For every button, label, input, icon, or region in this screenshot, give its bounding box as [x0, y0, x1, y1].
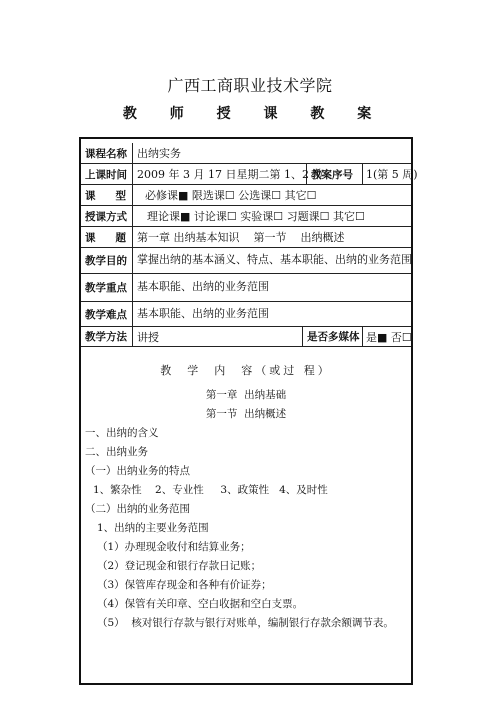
content-line: 一、出纳的含义	[85, 427, 159, 439]
plan-no-label: 教案序号	[307, 164, 363, 184]
objective-label: 教学目的	[81, 248, 133, 273]
plan-no-value: 1(第 5 周)	[366, 168, 418, 181]
row-method	[81, 327, 411, 347]
row-course-type	[81, 185, 411, 206]
course-name-label: 课程名称	[81, 143, 133, 163]
document-title	[0, 103, 500, 123]
content-line: （一）出纳业务的特点	[85, 465, 190, 477]
content-title: 教 学 内 容（或过 程）	[160, 364, 332, 377]
method-label: 教学方法	[81, 327, 133, 346]
content-line: （3）保管库存现金和各种有价证券；	[97, 579, 272, 591]
row-topic	[81, 227, 411, 248]
chapter-heading: 第一章 出纳基础	[205, 389, 287, 401]
key-points-label: 教学重点	[81, 274, 133, 301]
content-line: （二）出纳的业务范围	[85, 503, 190, 515]
row-class-time	[81, 164, 418, 185]
difficulties-label: 教学难点	[81, 302, 133, 326]
content-line: （1）办理现金收付和结算业务；	[97, 541, 251, 553]
topic-value: 第一章 出纳基本知识 第一节 出纳概述	[137, 231, 345, 244]
multimedia-label: 是否多媒体	[303, 327, 363, 346]
course-name-value: 出纳实务	[137, 147, 181, 160]
row-teaching-mode	[81, 206, 411, 227]
doc-title-char: 案	[357, 106, 378, 122]
doc-title-char: 教	[122, 106, 143, 122]
teaching-mode-options: 理论课■ 讨论课☐ 实验课☐ 习题课☐ 其它☐	[147, 210, 365, 223]
content-line: （2）登记现金和银行存款日记账；	[97, 560, 262, 572]
course-type-label	[81, 185, 133, 205]
course-type-label-char: 型	[115, 189, 126, 202]
content-line: （4）保管有关印章、空白收据和空白支票。	[97, 598, 304, 610]
topic-label	[81, 227, 133, 247]
doc-title-char: 课	[263, 106, 284, 122]
row-key-points	[81, 274, 411, 302]
method-value: 讲授	[133, 327, 303, 346]
topic-label-char: 课	[85, 231, 96, 244]
objective-value: 掌握出纳的基本涵义、特点、基本职能、出纳的业务范围	[137, 253, 412, 266]
row-difficulties	[81, 302, 411, 327]
doc-title-char: 授	[216, 106, 237, 122]
topic-label-char: 题	[115, 231, 126, 244]
section-heading: 第一节 出纳概述	[205, 408, 287, 420]
class-time-value: 2009 年 3 月 17 日星期二第 1、2 节	[133, 164, 307, 184]
school-name: 广西工商职业技术学院	[167, 76, 333, 95]
doc-title-char: 教	[310, 106, 331, 122]
row-course-name	[81, 143, 411, 164]
course-type-options: 必修课■ 限选课☐ 公选课☐ 其它☐	[145, 189, 317, 202]
difficulties-value: 基本职能、出纳的业务范围	[137, 307, 269, 320]
content-line: 1、繁杂性 2、专业性 3、政策性 4、及时性	[93, 484, 328, 496]
content-line: 1、出纳的主要业务范围	[97, 522, 209, 534]
course-type-label-char: 课	[85, 189, 96, 202]
class-time-label: 上课时间	[81, 164, 133, 184]
content-line: 二、出纳业务	[85, 446, 148, 458]
content-line: （5） 核对银行存款与银行对账单，编制银行存款余额调节表。	[97, 617, 394, 629]
key-points-value: 基本职能、出纳的业务范围	[137, 280, 269, 293]
row-objective	[81, 248, 411, 274]
teaching-mode-label: 授课方式	[81, 206, 133, 226]
multimedia-value: 是■ 否☐	[366, 330, 412, 344]
lesson-plan-form	[79, 137, 418, 685]
doc-title-char: 师	[169, 106, 190, 122]
